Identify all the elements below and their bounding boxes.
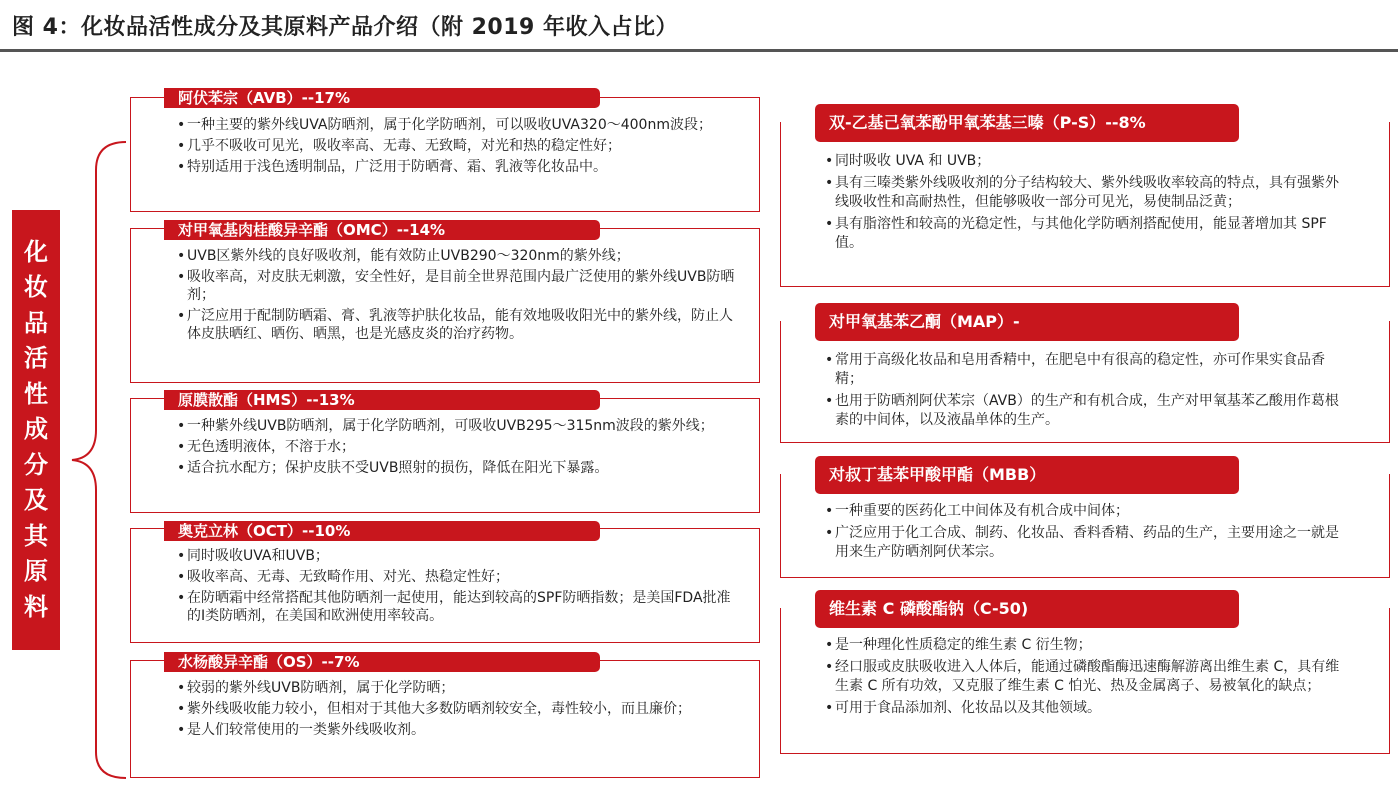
ingredient-oct-heading: 奥克立林（OCT）--10% [164, 521, 600, 541]
ingredient-card-oct [130, 528, 760, 643]
list-item: • 吸收率高、无毒、无致畸作用、对光、热稳定性好； [177, 568, 737, 586]
list-item: • 也用于防晒剂阿伏苯宗（AVB）的生产和有机合成，生产对甲氧基苯乙酸用作葛根素的中间体，以及液晶单体的生产。 [825, 392, 1345, 430]
ingredient-oct-items [177, 547, 737, 628]
list-item: • 在防晒霜中经常搭配其他防晒剂一起使用，能达到较高的SPF防晒指数；是美国FDA批准的I类防晒剂，在美国和欧洲使用率较高。 [177, 589, 737, 625]
list-item: • UVB区紫外线的良好吸收剂，能有效防止UVB290～320nm的紫外线； [177, 247, 737, 265]
list-item: • 广泛应用于化工合成、制药、化妆品、香料香精、药品的生产，主要用途之一就是用来生产防晒剂阿伏苯宗。 [825, 524, 1345, 562]
list-item: • 一种主要的紫外线UVA防晒剂，属于化学防晒剂，可以吸收UVA320～400nm波段； [177, 116, 737, 134]
list-item: • 可用于食品添加剂、化妆品以及其他领域。 [825, 699, 1345, 718]
ingredient-c50-items [825, 636, 1345, 721]
list-item: • 一种重要的医药化工中间体及有机合成中间体； [825, 502, 1345, 521]
list-item: • 同时吸收UVA和UVB； [177, 547, 737, 565]
ingredient-card-avb [130, 97, 760, 212]
ingredient-map-heading: 对甲氧基苯乙酮（MAP）- [815, 303, 1239, 341]
ingredient-card-ps [780, 122, 1390, 287]
ingredient-card-c50 [780, 608, 1390, 754]
ingredient-hms-items [177, 417, 737, 480]
list-item: • 具有三嗪类紫外线吸收剂的分子结构较大、紫外线吸收率较高的特点，具有强紫外线吸收性和高耐热性，但能够吸收一部分可见光，易使制品泛黄； [825, 174, 1345, 212]
ingredient-os-items [177, 679, 737, 742]
list-item: • 是一种理化性质稳定的维生素 C 衍生物； [825, 636, 1345, 655]
ingredient-hms-heading: 原膜散酯（HMS）--13% [164, 390, 600, 410]
list-item: • 经口服或皮肤吸收进入人体后，能通过磷酸酯酶迅速酶解游离出维生素 C，具有维生素 C 所有功效，又克服了维生素 C 怕光、热及金属离子、易被氧化的缺点； [825, 658, 1345, 696]
ingredient-map-items [825, 351, 1345, 433]
list-item: • 广泛应用于配制防晒霜、膏、乳液等护肤化妆品，能有效地吸收阳光中的紫外线，防止人体皮肤晒红、晒伤、晒黑，也是光感皮炎的治疗药物。 [177, 307, 737, 343]
list-item: • 无色透明液体，不溶于水； [177, 438, 737, 456]
list-item: • 常用于高级化妆品和皂用香精中，在肥皂中有很高的稳定性，亦可作果实食品香精； [825, 351, 1345, 389]
ingredient-card-omc [130, 228, 760, 383]
ingredient-omc-heading: 对甲氧基肉桂酸异辛酯（OMC）--14% [164, 220, 600, 240]
list-item: • 适合抗水配方；保护皮肤不受UVB照射的损伤，降低在阳光下暴露。 [177, 459, 737, 477]
ingredient-c50-heading: 维生素 C 磷酸酯钠（C-50) [815, 590, 1239, 628]
list-item: • 紫外线吸收能力较小，但相对于其他大多数防晒剂较安全，毒性较小，而且廉价； [177, 700, 737, 718]
list-item: • 同时吸收 UVA 和 UVB； [825, 152, 1345, 171]
ingredient-ps-items [825, 152, 1345, 256]
ingredient-omc-items [177, 247, 737, 346]
list-item: • 一种紫外线UVB防晒剂，属于化学防晒剂，可吸收UVB295～315nm波段的紫外线； [177, 417, 737, 435]
figure-title: 图 4：化妆品活性成分及其原料产品介绍（附 2019 年收入占比） [12, 15, 679, 40]
ingredient-ps-heading: 双-乙基己氧苯酚甲氧苯基三嗪（P-S）--8% [815, 104, 1239, 142]
list-item: • 特别适用于浅色透明制品，广泛用于防晒膏、霜、乳液等化妆品中。 [177, 158, 737, 176]
ingredient-avb-items [177, 116, 737, 179]
grouping-brace [66, 140, 132, 780]
list-item: • 是人们较常使用的一类紫外线吸收剂。 [177, 721, 737, 739]
title-divider [0, 49, 1398, 52]
ingredient-card-os [130, 660, 760, 778]
ingredient-mbb-items [825, 502, 1345, 565]
list-item: • 几乎不吸收可见光，吸收率高、无毒、无致畸，对光和热的稳定性好； [177, 137, 737, 155]
side-category-text: 化妆品活性成分及其原料 [24, 237, 48, 621]
list-item: • 吸收率高，对皮肤无刺激，安全性好，是目前全世界范围内最广泛使用的紫外线UVB防晒剂； [177, 268, 737, 304]
ingredient-mbb-heading: 对叔丁基苯甲酸甲酯（MBB） [815, 456, 1239, 494]
ingredient-card-hms [130, 398, 760, 513]
ingredient-avb-heading: 阿伏苯宗（AVB）--17% [164, 88, 600, 108]
list-item: • 较弱的紫外线UVB防晒剂，属于化学防晒； [177, 679, 737, 697]
list-item: • 具有脂溶性和较高的光稳定性，与其他化学防晒剂搭配使用，能显著增加其 SPF 值。 [825, 215, 1345, 253]
ingredient-os-heading: 水杨酸异辛酯（OS）--7% [164, 652, 600, 672]
side-category-label [12, 210, 60, 650]
